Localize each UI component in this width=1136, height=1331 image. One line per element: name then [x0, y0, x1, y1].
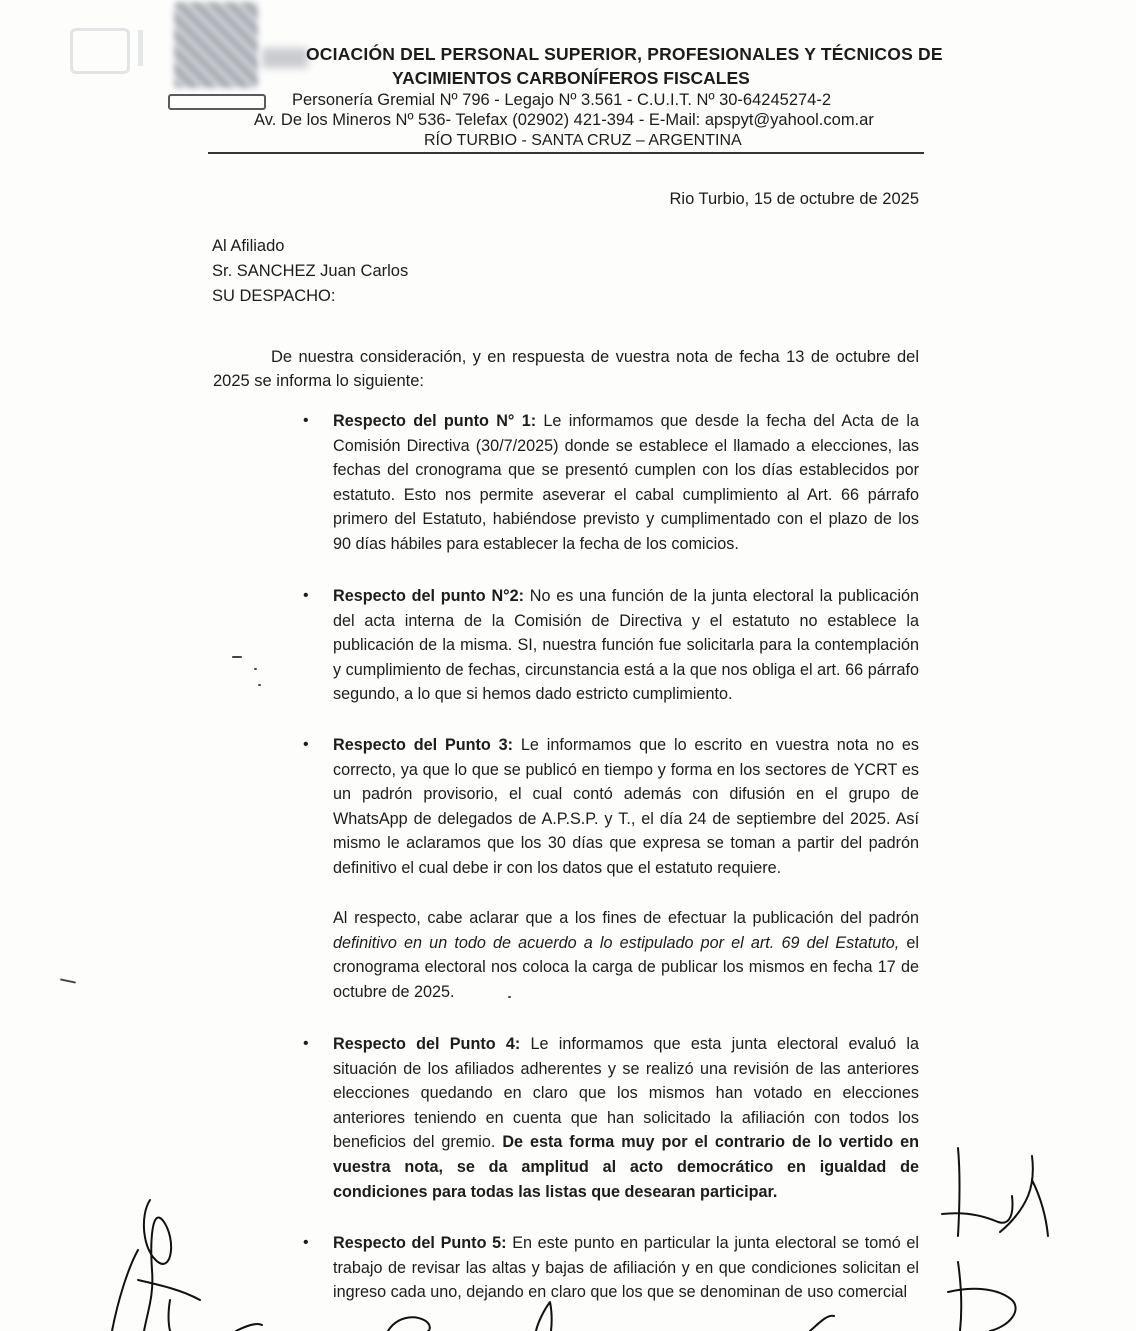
scan-mark	[508, 996, 511, 998]
bullet-icon: •	[303, 412, 309, 429]
point-4	[303, 1032, 919, 1204]
intro-paragraph: De nuestra consideración, y en respuesta de vuestra nota de fecha 13 de octubre del 2025 se informa lo siguiente:	[213, 348, 919, 390]
recipient-line: SU DESPACHO:	[212, 287, 336, 305]
recipient-block	[212, 234, 408, 309]
signature-left	[144, 1200, 171, 1331]
followup-text: Al respecto, cabe aclarar que a los fines de efectuar la publicación del padrón	[333, 909, 919, 927]
point-bold-conclusion: De esta forma muy por el contrario de lo vertido en vuestra nota, se da amplitud al acto democrático en igualdad de condiciones para todas las listas que desearan participar.	[333, 1133, 919, 1201]
scan-mark	[254, 668, 257, 670]
point-2	[303, 584, 919, 707]
redacted-text	[262, 48, 308, 68]
point-heading: Respecto del Punto 5:	[333, 1234, 507, 1252]
scan-mark	[232, 656, 242, 658]
letter-date: Rio Turbio, 15 de octubre de 2025	[669, 190, 919, 208]
scan-artifact	[138, 30, 165, 66]
emblem-base	[168, 94, 266, 110]
point-text: En este punto en particular la junta electoral se tomó el trabajo de revisar las altas y bajas de afiliación y en que condiciones solicitan el ingreso cada uno, dejando en claro que los que se denominan de uso comercial	[333, 1234, 919, 1302]
point-5	[303, 1231, 919, 1305]
bullet-icon: •	[303, 587, 309, 604]
org-name-line2: YACIMIENTOS CARBONÍFEROS FISCALES	[392, 68, 750, 88]
point-text: No es una función de la junta electoral la publicación del acta interna de la Comisión de Directiva y el estatuto no establece la publicación de la misma. SI, nuestra función fue solicitarla para la contemplación y cumplimiento de fechas, circunstancia está a la que nos obliga el art. 66 párrafo segundo, a lo que si hemos dado estricto cumplimiento.	[333, 587, 919, 704]
point-text: Le informamos que desde la fecha del Acta de la Comisión Directiva (30/7/2025) donde se establece el llamado a elecciones, las fechas del cronograma que se presentó cumplen con los días establecidos por estatuto. Esto nos permite aseverar el cabal cumplimiento al Art. 66 párrafo primero del Estatuto, habiéndose previsto y cumplimentado con el plazo de los 90 días hábiles para establecer la fecha de los comicios.	[333, 412, 919, 553]
followup-italic-text: definitivo en un todo de acuerdo a lo estipulado por el art. 69 del Estatuto,	[333, 933, 900, 952]
org-registration: Personería Gremial Nº 796 - Legajo Nº 3.561 - C.U.I.T. Nº 30-64245274-2	[292, 91, 832, 109]
signature-right	[958, 1148, 960, 1236]
blurred-emblem-icon	[174, 2, 258, 88]
point-text: Le informamos que esta junta electoral evaluó la situación de los afiliados adherentes y se realizó una revisión de las anteriores elecciones quedando en claro que los mismos han votado en elecciones anteriores teniendo en cuenta que han solicitado la afiliación con todos los beneficios del gremio.	[333, 1035, 919, 1152]
org-address: Av. De los Mineros Nº 536- Telefax (02902) 421-394 - E-Mail: apspyt@yahool.com.ar	[254, 111, 874, 129]
org-location: RÍO TURBIO - SANTA CRUZ – ARGENTINA	[424, 132, 742, 149]
scan-artifact	[70, 28, 130, 74]
bullet-icon: •	[303, 736, 309, 753]
recipient-name: Sr. SANCHEZ Juan Carlos	[212, 262, 409, 280]
point-heading: Respecto del Punto 4:	[333, 1035, 521, 1053]
org-name-line1: OCIACIÓN DEL PERSONAL SUPERIOR, PROFESIONALES Y TÉCNICOS DE	[306, 44, 943, 64]
point-3	[303, 733, 919, 881]
signature-middle	[388, 1317, 430, 1331]
bullet-icon: •	[303, 1035, 309, 1052]
point-heading: Respecto del punto N° 1:	[333, 412, 537, 430]
bullet-icon: •	[303, 1234, 309, 1251]
scan-mark	[258, 684, 261, 686]
followup-text: el cronograma electoral nos coloca la carga de publicar los mismos en fecha 17 de octubre de 2025.	[333, 933, 919, 1001]
point-heading: Respecto del punto N°2:	[333, 587, 525, 605]
point-text: Le informamos que lo escrito en vuestra nota no es correcto, ya que lo que se publicó en tiempo y forma en los sectores de YCRT es un padrón provisorio, el cual contó además con difusión en el grupo de WhatsApp de delegados de A.P.S.P. y T., el día 24 de septiembre del 2025. Así mismo le aclaramos que los 30 días que expresa se toman a partir del padrón definitivo el cual debe ir con los datos que el estatuto requiere.	[333, 736, 919, 877]
recipient-line: Al Afiliado	[212, 237, 285, 255]
point-3-followup	[333, 906, 919, 1004]
header-divider	[208, 152, 924, 154]
point-1	[303, 409, 919, 557]
point-heading: Respecto del Punto 3:	[333, 736, 514, 754]
union-logo	[168, 2, 264, 110]
scan-mark	[60, 978, 76, 983]
